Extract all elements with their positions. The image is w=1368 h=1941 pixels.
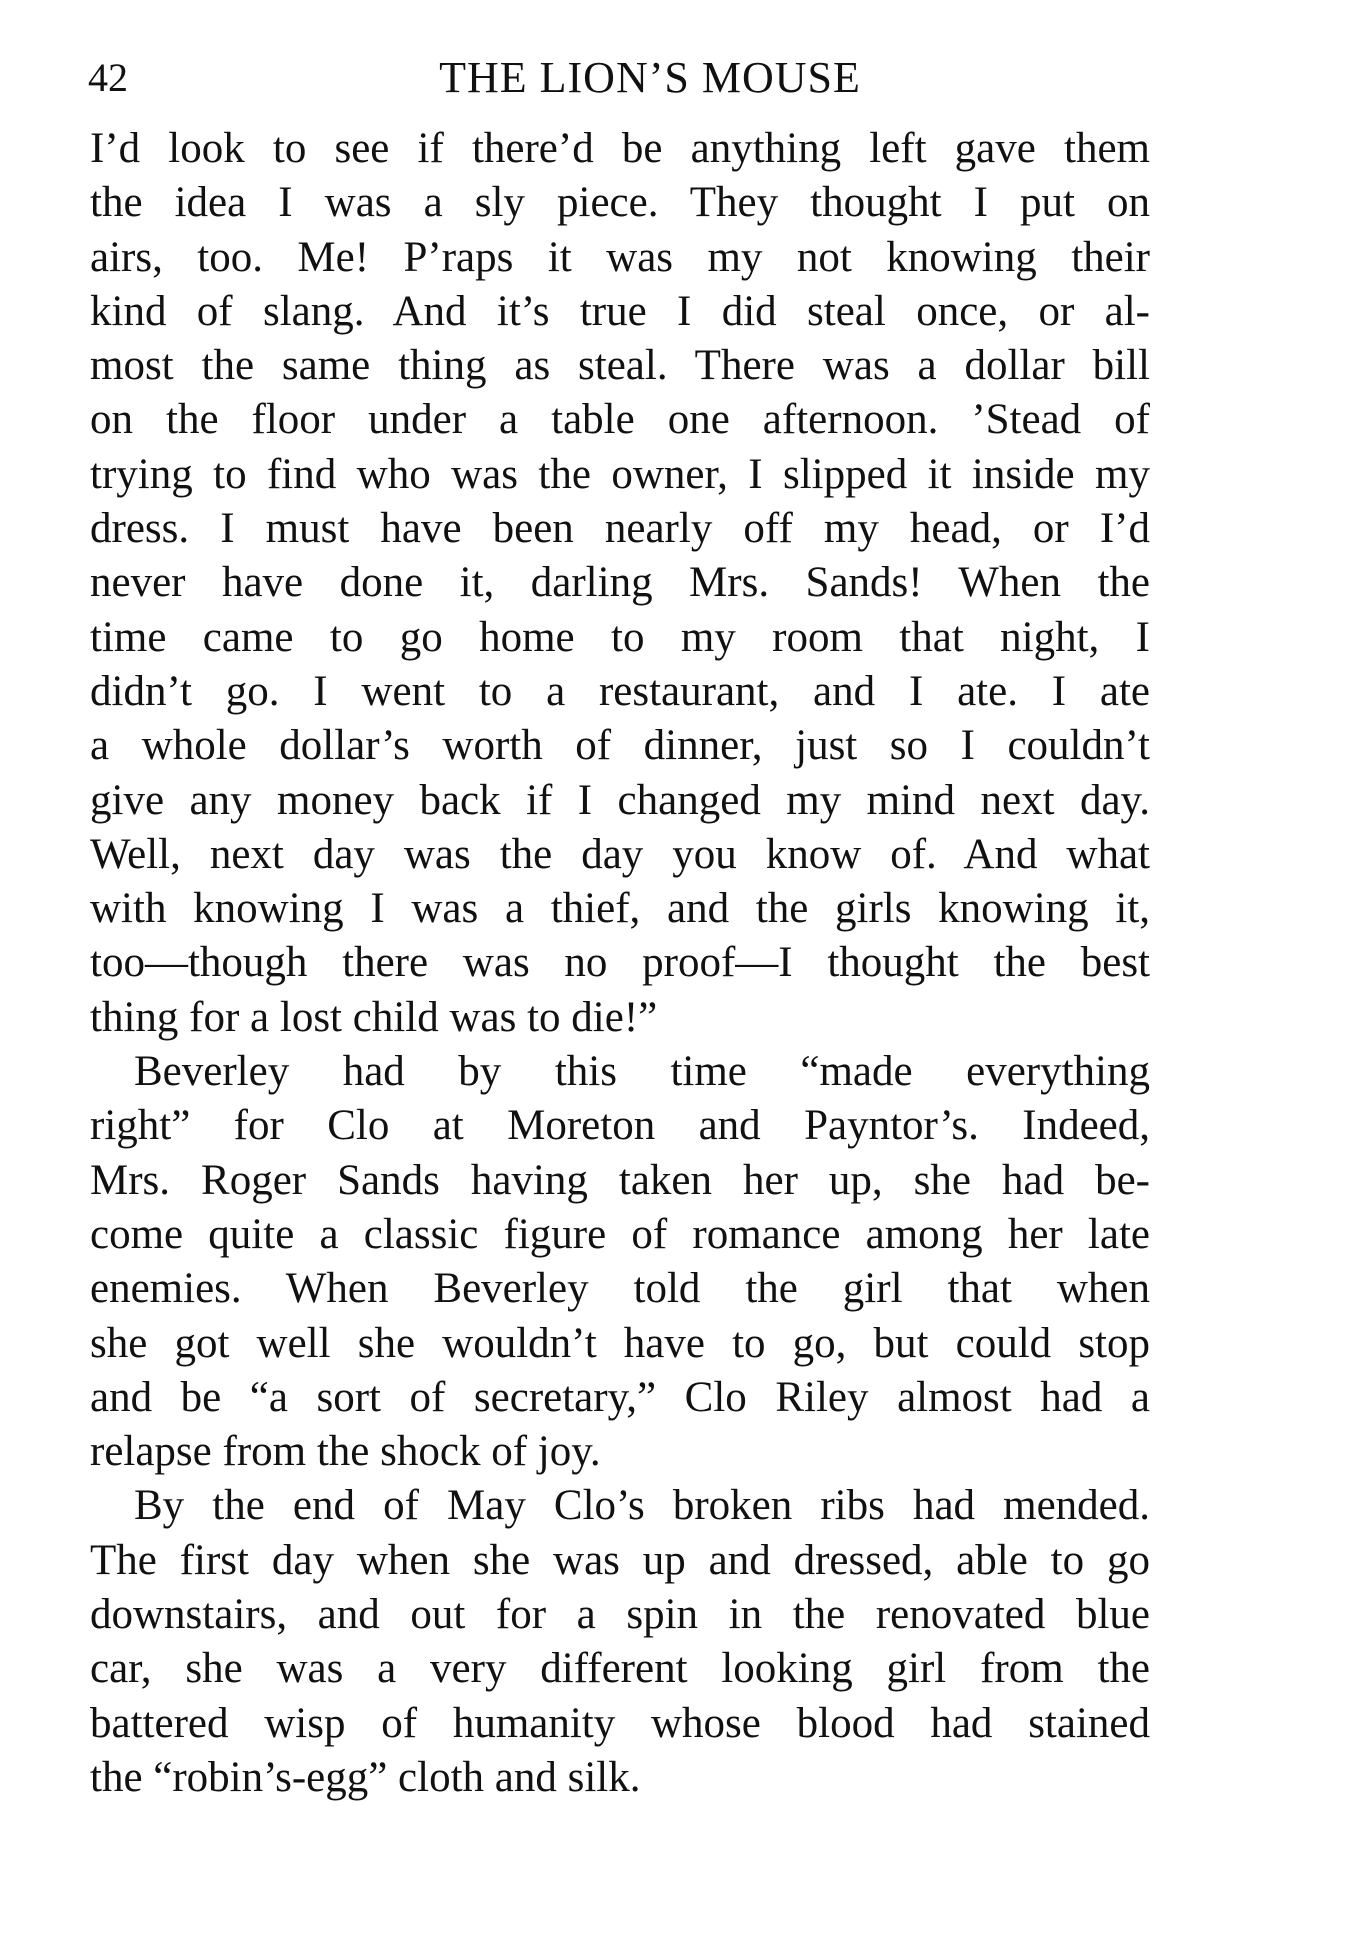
running-head bbox=[88, 48, 1152, 108]
text-line: right” for Clo at Moreton and Payntor’s. Indeed, bbox=[90, 1102, 1150, 1150]
text-line: too—though there was no proof—I thought the best bbox=[90, 939, 1150, 987]
text-line: I’d look to see if there’d be anything left gave them bbox=[90, 125, 1150, 172]
text-line: most the same thing as steal. There was a dollar bill bbox=[90, 342, 1150, 390]
text-line: dress. I must have been nearly off my head, or I’d bbox=[90, 505, 1150, 553]
paragraph-end-line: relapse from the shock of joy. bbox=[90, 1428, 601, 1476]
page-number: 42 bbox=[88, 55, 128, 100]
text-line: come quite a classic figure of romance among her late bbox=[90, 1210, 1150, 1258]
text-line: she got well she wouldn’t have to go, but could stop bbox=[90, 1319, 1150, 1367]
paragraph-start-line: Beverley had by this time “made everything bbox=[134, 1048, 1150, 1096]
text-line: never have done it, darling Mrs. Sands! When the bbox=[90, 559, 1150, 607]
paragraph-end-line: the “robin’s-egg” cloth and silk. bbox=[90, 1753, 641, 1801]
text-line: airs, too. Me! P’raps it was my not knowing their bbox=[90, 233, 1150, 281]
text-line: didn’t go. I went to a restaurant, and I ate. I ate bbox=[90, 667, 1150, 715]
text-line: downstairs, and out for a spin in the renovated blue bbox=[90, 1591, 1150, 1639]
text-line: Well, next day was the day you know of. And what bbox=[90, 830, 1150, 878]
body-text bbox=[90, 122, 1150, 1805]
text-line: a whole dollar’s worth of dinner, just so I couldn’t bbox=[90, 722, 1150, 770]
text-line: trying to find who was the owner, I slipped it inside my bbox=[90, 450, 1150, 498]
text-line: enemies. When Beverley told the girl that when bbox=[90, 1265, 1150, 1313]
text-line: car, she was a very different looking girl from the bbox=[90, 1645, 1150, 1693]
text-line: give any money back if I changed my mind next day. bbox=[90, 776, 1150, 824]
text-line: The first day when she was up and dressed, able to go bbox=[90, 1536, 1150, 1584]
text-line: Mrs. Roger Sands having taken her up, she had be- bbox=[90, 1156, 1150, 1204]
text-line: battered wisp of humanity whose blood had stained bbox=[90, 1699, 1150, 1747]
text-line: and be “a sort of secretary,” Clo Riley almost had a bbox=[90, 1373, 1150, 1421]
text-line: on the floor under a table one afternoon. ’Stead of bbox=[90, 396, 1150, 444]
text-line: the idea I was a sly piece. They thought I put on bbox=[90, 179, 1150, 227]
paragraph-end-line: thing for a lost child was to die!” bbox=[90, 993, 658, 1041]
paragraph-start-line: By the end of May Clo’s broken ribs had mended. bbox=[134, 1482, 1150, 1530]
text-line: with knowing I was a thief, and the girls knowing it, bbox=[90, 885, 1150, 933]
text-line: time came to go home to my room that night, I bbox=[90, 613, 1150, 661]
text-line: kind of slang. And it’s true I did steal once, or al- bbox=[90, 287, 1150, 335]
book-title: THE LION’S MOUSE bbox=[439, 53, 861, 102]
